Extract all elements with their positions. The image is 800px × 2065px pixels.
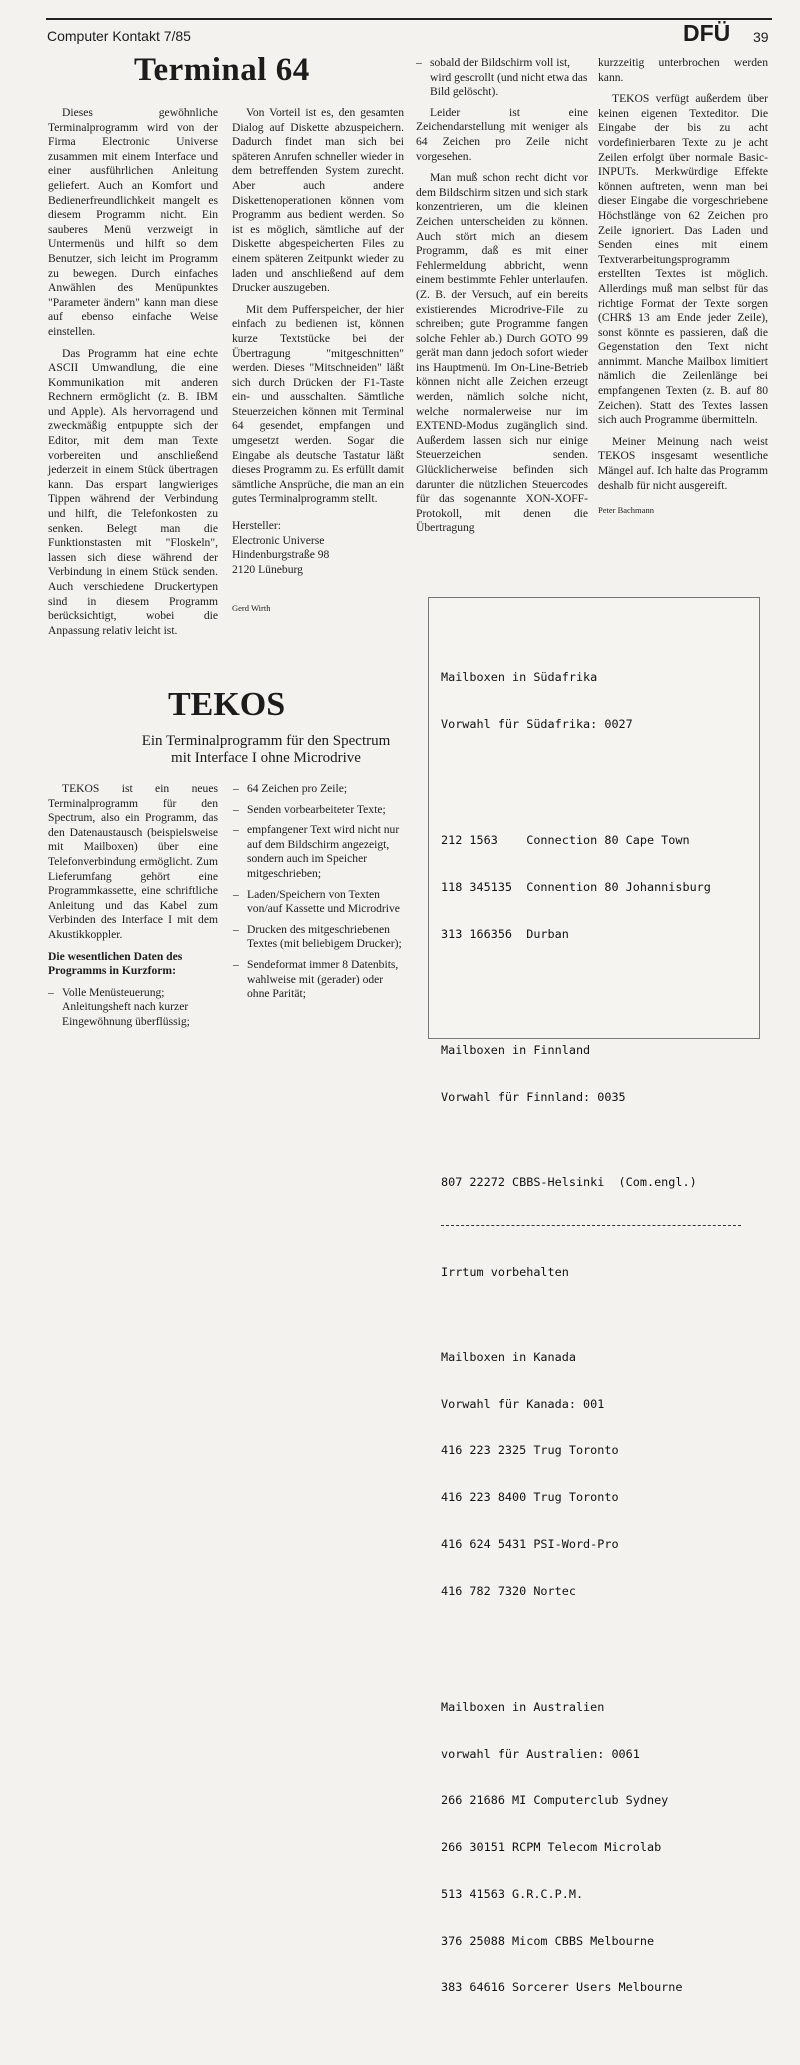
list-item: – Sendeformat immer 8 Datenbits, wahlweise mit (gerader) oder ohne Parität; bbox=[233, 958, 405, 1002]
maker-line: 2120 Lüneburg bbox=[232, 562, 303, 576]
maker-line: Electronic Universe bbox=[232, 533, 325, 547]
author-terminal64: Gerd Wirth bbox=[232, 603, 271, 614]
paragraph: TEKOS ist ein neues Terminalprogramm für den Spectrum, also ein Programm, das den Datenaustausch (beispielsweise mit Mailboxen) über eine Telefonverbindung ermöglicht. Zum Lieferumfang gehört eine Programmkassette, eine schriftliche Anleitung und das Kabel zum Verbinden des Interface I mit dem Akustikkoppler. bbox=[48, 782, 218, 941]
mailbox-row: 212 1563 Connection 80 Cape Town bbox=[441, 833, 690, 848]
paragraph: Man muß schon recht dicht vor dem Bildschirm sitzen und sich stark konzentrieren, um die kleinen Zeichen unterscheiden zu können. Auch stört mich an diesem Programm, daß es mit einer Fehlermeldung abbricht, wenn einem bestimmte Fehler unterlaufen. (Z. B. der Versuch, auf ein bereits existierendes Microdrive-File zu schreiben; gute Programme fangen solche Fehler ab.) Durch GOTO 99 gerät man dann jedoch sofort wieder ins Hauptmenü. Im On-Line-Betrieb können nicht alle Zeichen erzeugt werden, nämlich solche nicht, welche normalerweise nur im EXTEND-Modus zugänglich sind. Außerdem lassen sich nur einige Steuerzeichen senden. Glücklicherweise befinden sich darunter die nützlichen Steuercodes für das sogenannte XON-XOFF-Protokoll, mit denen die Übertragung bbox=[416, 171, 588, 535]
divider bbox=[441, 1225, 741, 1226]
mailbox-row: 313 166356 Durban bbox=[441, 926, 569, 941]
group-dial-code: Vorwahl für Südafrika: 0027 bbox=[441, 717, 633, 732]
paragraph: Das Programm hat eine echte ASCII Umwandlung, die eine Kommunikation mit anderen Rechnern ermöglicht (z. B. IBM und Apple). Als hervorragend und zweckmäßig entpuppte sich der Editor, mit dem man Texte vorbereiten und anschließend jederzeit in einem Stück übertragen kann. Das erspart langwieriges Tippen während der Verbindung und hilft, die Telefonkosten zu senken. Belegt man die Funktionstasten mit "Floskeln", lassen sich diese während der Verbindung in einem Stück senden. Auch verschiedene Druckertypen sind in diesem Programm berücksichtigt, wobei die Anpassung relativ leicht ist. bbox=[48, 346, 218, 637]
group-dial-code: vorwahl für Australien: 0061 bbox=[441, 1746, 640, 1761]
tekos-column-4 bbox=[598, 56, 768, 518]
group-dial-code: Vorwahl für Kanada: 001 bbox=[441, 1396, 605, 1411]
page-number: 39 bbox=[753, 29, 769, 45]
maker-line: Hindenburgstraße 98 bbox=[232, 548, 330, 562]
group-heading: Mailboxen in Südafrika bbox=[441, 670, 598, 685]
terminal64-column-2 bbox=[232, 106, 404, 616]
article-title-terminal64: Terminal 64 bbox=[134, 52, 310, 88]
tekos-column-1 bbox=[48, 782, 218, 1036]
paragraph: Meiner Meinung nach weist TEKOS insgesamt wesentliche Mängel auf. Ich halte das Programm deshalb für nicht ausgereift. bbox=[598, 434, 768, 492]
mailbox-list-box bbox=[428, 597, 760, 1995]
paragraph: TEKOS verfügt außerdem über keinen eigenen Texteditor. Die Eingabe der bis zu acht vordefinierbaren Texte zu je acht Zeilen erfolgt über normale Basic-INPUTs. Merkwürdige Effekte können auftreten, wenn man bei dieser Eingabe die vorgeschriebene Höchstlänge von 62 Zeichen pro Zeile ignoriert. Das Laden und Senden eines mit einem Textverarbeitungsprogramm erstellten Textes ist möglich. Allerdings muß man selbst für das richtige Format der Texte sorgen (CHR$ 13 am Ende jeder Zeile), sonst könnte es passieren, daß die Gegenstation den Text nicht annimmt. Manche Mailbox limitiert nämlich die Zeilenlänge bei empfangenen Texten (z. B. auf 80 Zeichen). Statt des Textes lassen sich auch Programme übermitteln. bbox=[598, 92, 768, 427]
mailbox-group-southafrica bbox=[441, 639, 741, 764]
paragraph: Leider ist eine Zeichendarstellung mit weniger als 64 Zeichen pro Zeile nicht vorgesehen. bbox=[416, 105, 588, 163]
author-tekos: Peter Bachmann bbox=[598, 505, 654, 516]
mailbox-row: 416 782 7320 Nortec bbox=[441, 1583, 576, 1598]
mailbox-row: 383 64616 Sorcerer Users Melbourne bbox=[441, 1980, 683, 1995]
paragraph: Von Vorteil ist es, den gesamten Dialog auf Diskette abzuspeichern. Dadurch findet man sich bei späteren Anrufen schneller wieder in dem betreffenden System zurecht. Aber auch andere Diskettenoperationen können vom Programm aus bedient werden. So ist es möglich, sämtliche auf der Diskette abgespeicherten Files zu einem späteren Zeitpunkt wieder zu laden und anschließend auf dem Drucker auszugeben. bbox=[232, 106, 404, 295]
list-item: – sobald der Bildschirm voll ist, wird gescrollt (und nicht etwa das Bild gelöscht). bbox=[416, 56, 588, 100]
mailbox-row: 266 21686 MI Computerclub Sydney bbox=[441, 1793, 669, 1808]
list-item: – Volle Menüsteuerung; Anleitungsheft nach kurzer Eingewöhnung überflüssig; bbox=[48, 986, 218, 1030]
tekos-subtitle bbox=[66, 733, 466, 767]
mailbox-group-finland bbox=[441, 1012, 741, 1137]
article-title-tekos: TEKOS bbox=[168, 686, 286, 723]
paragraph: Dieses gewöhnliche Terminalprogramm wird von der Firma Electronic Universe zusammen mit einem Interface und einer ausführlichen Anleitung geliefert. Auch an Komfort und Bedienerfreundlichkeit mangelt es diesem Programm nicht. Ein sauberes Menü verzweigt in Untermenüs und hilft so dem Benutzer, sich leicht im Programm zu bewegen. Durch einfaches Anwählen des Menüpunktes "Parameter ändern" kann man diese auf ebenso einfache Weise einstellen. bbox=[48, 106, 218, 338]
group-heading: Mailboxen in Australien bbox=[441, 1699, 605, 1714]
list-item: – Laden/Speichern von Texten von/auf Kassette und Microdrive bbox=[233, 888, 405, 917]
list-item: – empfangener Text wird nicht nur auf dem Bildschirm angezeigt, sondern auch im Speicher mitgeschrieben; bbox=[233, 823, 405, 881]
feature-list bbox=[48, 986, 218, 1030]
subtitle-line: Ein Terminalprogramm für den Spectrum bbox=[141, 733, 391, 749]
magazine-issue: Computer Kontakt 7/85 bbox=[47, 28, 191, 44]
tekos-column-2 bbox=[233, 782, 405, 1008]
subtitle-line: mit Interface I ohne Microdrive bbox=[171, 750, 361, 766]
group-dial-code: Vorwahl für Finnland: 0035 bbox=[441, 1089, 626, 1104]
maker-address bbox=[232, 519, 404, 577]
mailbox-row: 416 223 8400 Trug Toronto bbox=[441, 1490, 619, 1505]
list-item: – Drucken des mitgeschriebenen Textes (mit beliebigem Drucker); bbox=[233, 923, 405, 952]
mailbox-group-australia bbox=[441, 1669, 741, 2028]
key-data-heading: Die wesentlichen Daten des Programms in Kurzform: bbox=[48, 949, 183, 978]
mailbox-group-canada bbox=[441, 1319, 741, 1631]
paragraph: Mit dem Pufferspeicher, der hier einfach zu bedienen ist, können kurze Textstücke bei der Übertragung "mitgeschnitten" werden. Dieses "Mitschneiden" läßt sich durch Drücken der F1-Taste ein- und ausschalten. Sämtliche Steuerzeichen können mit Terminal 64 gesendet, empfangen und umgesetzt werden. Sogar die Eingabe als deutsche Tastatur läßt dieses Programm zu. Es erfüllt damit sämtliche Ansprüche, die man an ein gutes Terminalprogramm stellt. bbox=[232, 302, 404, 506]
paragraph: kurzzeitig unterbrochen werden kann. bbox=[598, 56, 768, 84]
group-heading: Mailboxen in Finnland bbox=[441, 1043, 591, 1058]
mailbox-row: 416 624 5431 PSI-Word-Pro bbox=[441, 1536, 619, 1551]
mailbox-row: 416 223 2325 Trug Toronto bbox=[441, 1443, 619, 1458]
terminal64-column-1 bbox=[48, 106, 218, 645]
mailbox-listing bbox=[441, 608, 741, 2065]
maker-line: Hersteller: bbox=[232, 519, 281, 533]
disclaimer: Irrtum vorbehalten bbox=[441, 1264, 569, 1279]
section-title: DFÜ bbox=[683, 20, 731, 46]
mailbox-row: 118 345135 Connention 80 Johannisburg bbox=[441, 880, 711, 895]
feature-list bbox=[416, 56, 588, 100]
feature-list bbox=[233, 782, 405, 1002]
mailbox-row: 266 30151 RCPM Telecom Microlab bbox=[441, 1840, 662, 1855]
list-item: – Senden vorbearbeiteter Texte; bbox=[233, 803, 405, 818]
list-item: – 64 Zeichen pro Zeile; bbox=[233, 782, 405, 797]
mailbox-entries-southafrica bbox=[441, 802, 741, 974]
mailbox-row: 807 22272 CBBS-Helsinki (Com.engl.) bbox=[441, 1174, 697, 1189]
header-rule bbox=[46, 18, 772, 20]
mailbox-row: 513 41563 G.R.C.P.M. bbox=[441, 1886, 584, 1901]
mailbox-row: 376 25088 Micom CBBS Melbourne bbox=[441, 1933, 655, 1948]
group-heading: Mailboxen in Kanada bbox=[441, 1349, 576, 1364]
tekos-column-3 bbox=[416, 56, 588, 536]
